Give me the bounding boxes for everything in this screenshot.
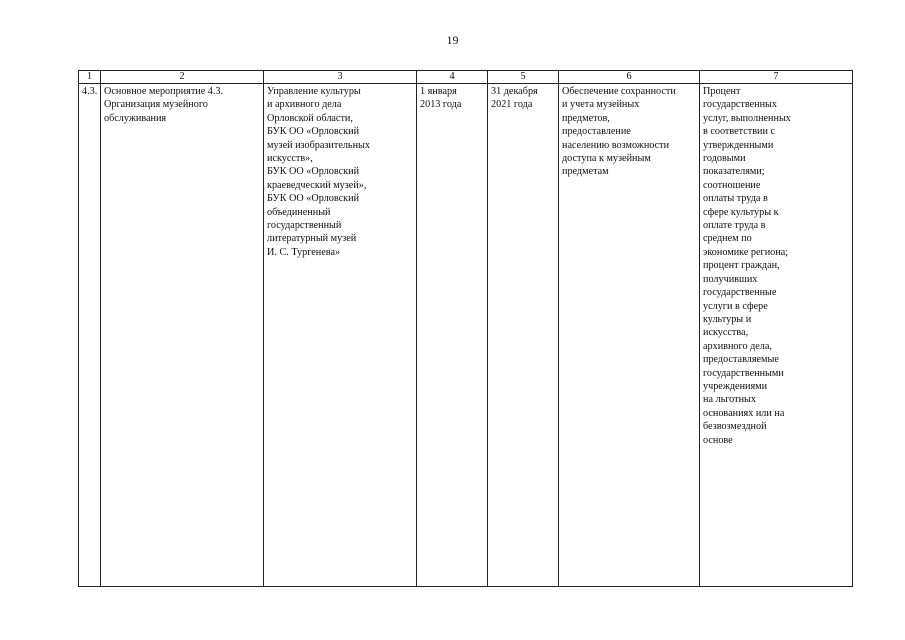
header-col-3: 3: [264, 71, 417, 84]
page-number: 19: [446, 33, 459, 47]
cell-result: Обеспечение сохранности и учета музейных предметов, предоставление населению возможности доступа к музейным предметам: [559, 84, 700, 587]
cell-end-date: 31 декабря 2021 года: [488, 84, 559, 587]
header-col-2: 2: [101, 71, 264, 84]
cell-number: 4.3.: [79, 84, 101, 587]
header-col-1: 1: [79, 71, 101, 84]
header-col-7: 7: [700, 71, 853, 84]
header-col-6: 6: [559, 71, 700, 84]
header-col-4: 4: [417, 71, 488, 84]
header-row: [79, 71, 853, 84]
table-row: [79, 84, 853, 587]
header-col-5: 5: [488, 71, 559, 84]
program-table: [78, 70, 853, 587]
cell-responsible: Управление культуры и архивного дела Орловской области, БУК ОО «Орловский музей изобразительных искусств», БУК ОО «Орловский краеведческий музей», БУК ОО «Орловский объединенный государственный литературный музей И. С. Тургенева»: [264, 84, 417, 587]
cell-measure: Основное мероприятие 4.3. Организация музейного обслуживания: [101, 84, 264, 587]
cell-indicators: Процент государственных услуг, выполненных в соответствии с утвержденными годовыми показателями; соотношение оплаты труда в сфере культуры к оплате труда в среднем по экономике региона; процент граждан, получивших государственные услуги в сфере культуры и искусства, архивного дела, предоставляемые государственными учреждениями на льготных основаниях или на безвозмездной основе: [700, 84, 853, 587]
cell-start-date: 1 января 2013 года: [417, 84, 488, 587]
